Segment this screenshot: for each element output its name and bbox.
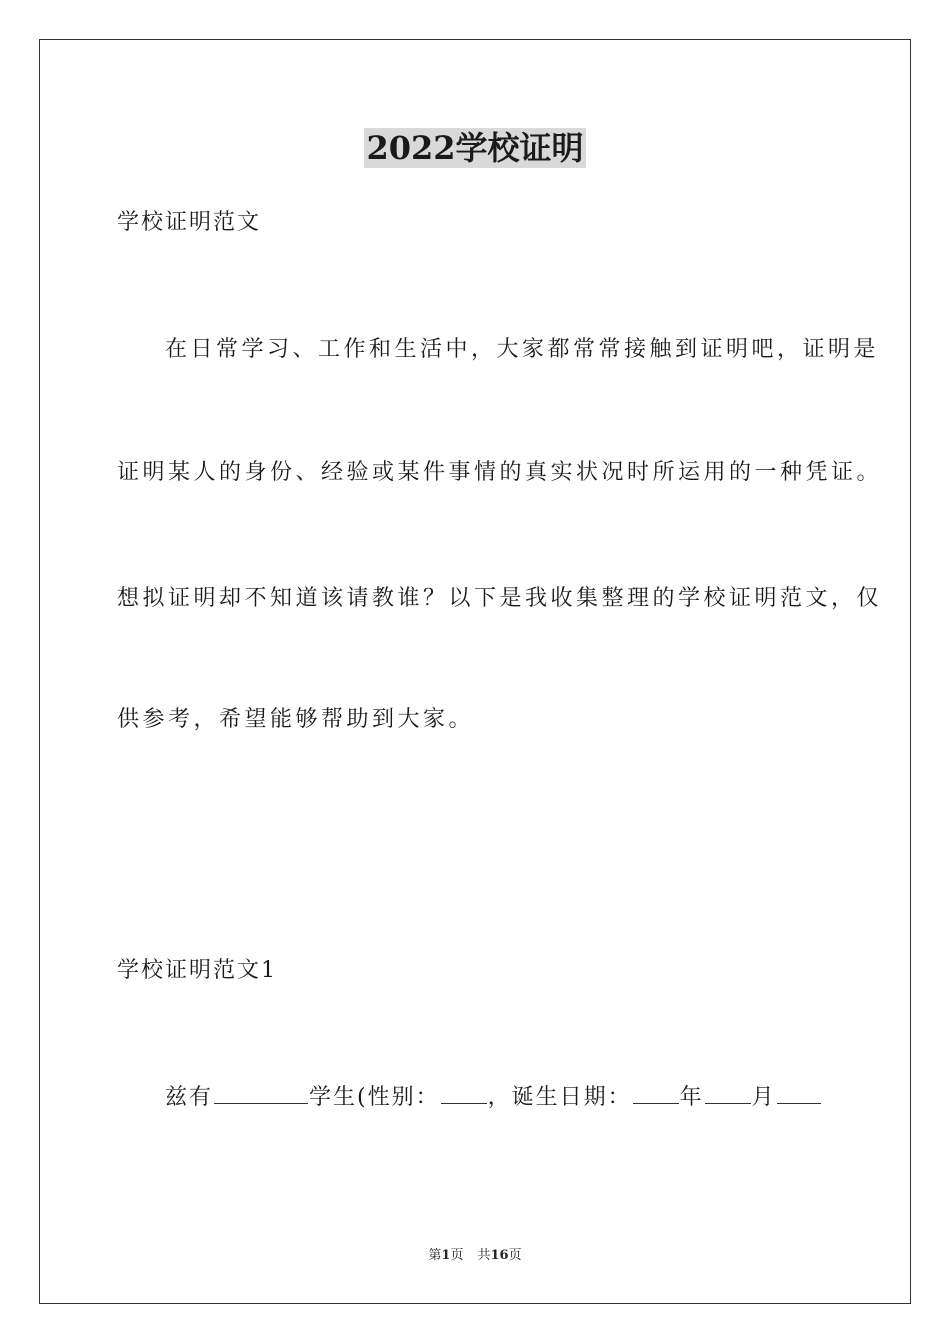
footer-total-number: 16 (490, 1248, 509, 1263)
form-month: 月 (751, 1085, 776, 1110)
month-blank (705, 1081, 751, 1104)
paragraph-line-3: 想拟证明却不知道该请教谁？以下是我收集整理的学校证明范文，仅 (117, 586, 883, 611)
name-blank (214, 1081, 308, 1104)
form-year: 年 (679, 1085, 704, 1110)
page-footer (0, 1247, 950, 1265)
paragraph-line-2: 证明某人的身份、经验或某件事情的真实状况时所运用的一种凭证。 (117, 460, 883, 485)
footer-total-suffix: 页 (508, 1248, 522, 1263)
day-blank (777, 1081, 821, 1104)
intro-heading: 学校证明范文 (117, 210, 262, 235)
form-student: 学生(性别： (309, 1085, 440, 1110)
form-line (165, 1081, 822, 1113)
footer-total-prefix: 共 (477, 1248, 491, 1263)
footer-page-number: 1 (441, 1248, 451, 1263)
footer-page-suffix: 页 (450, 1248, 464, 1263)
paragraph-line-1: 在日常学习、工作和生活中，大家都常常接触到证明吧，证明是 (165, 337, 880, 362)
gender-blank (441, 1081, 487, 1104)
form-birth: ，诞生日期： (487, 1085, 632, 1110)
footer-page-prefix: 第 (428, 1248, 442, 1263)
year-blank (633, 1081, 679, 1104)
title-container (0, 128, 950, 168)
paragraph-line-4: 供参考，希望能够帮助到大家。 (117, 707, 475, 732)
form-prefix: 兹有 (165, 1085, 214, 1110)
section1-heading: 学校证明范文1 (117, 958, 277, 983)
document-title: 2022学校证明 (366, 129, 584, 167)
